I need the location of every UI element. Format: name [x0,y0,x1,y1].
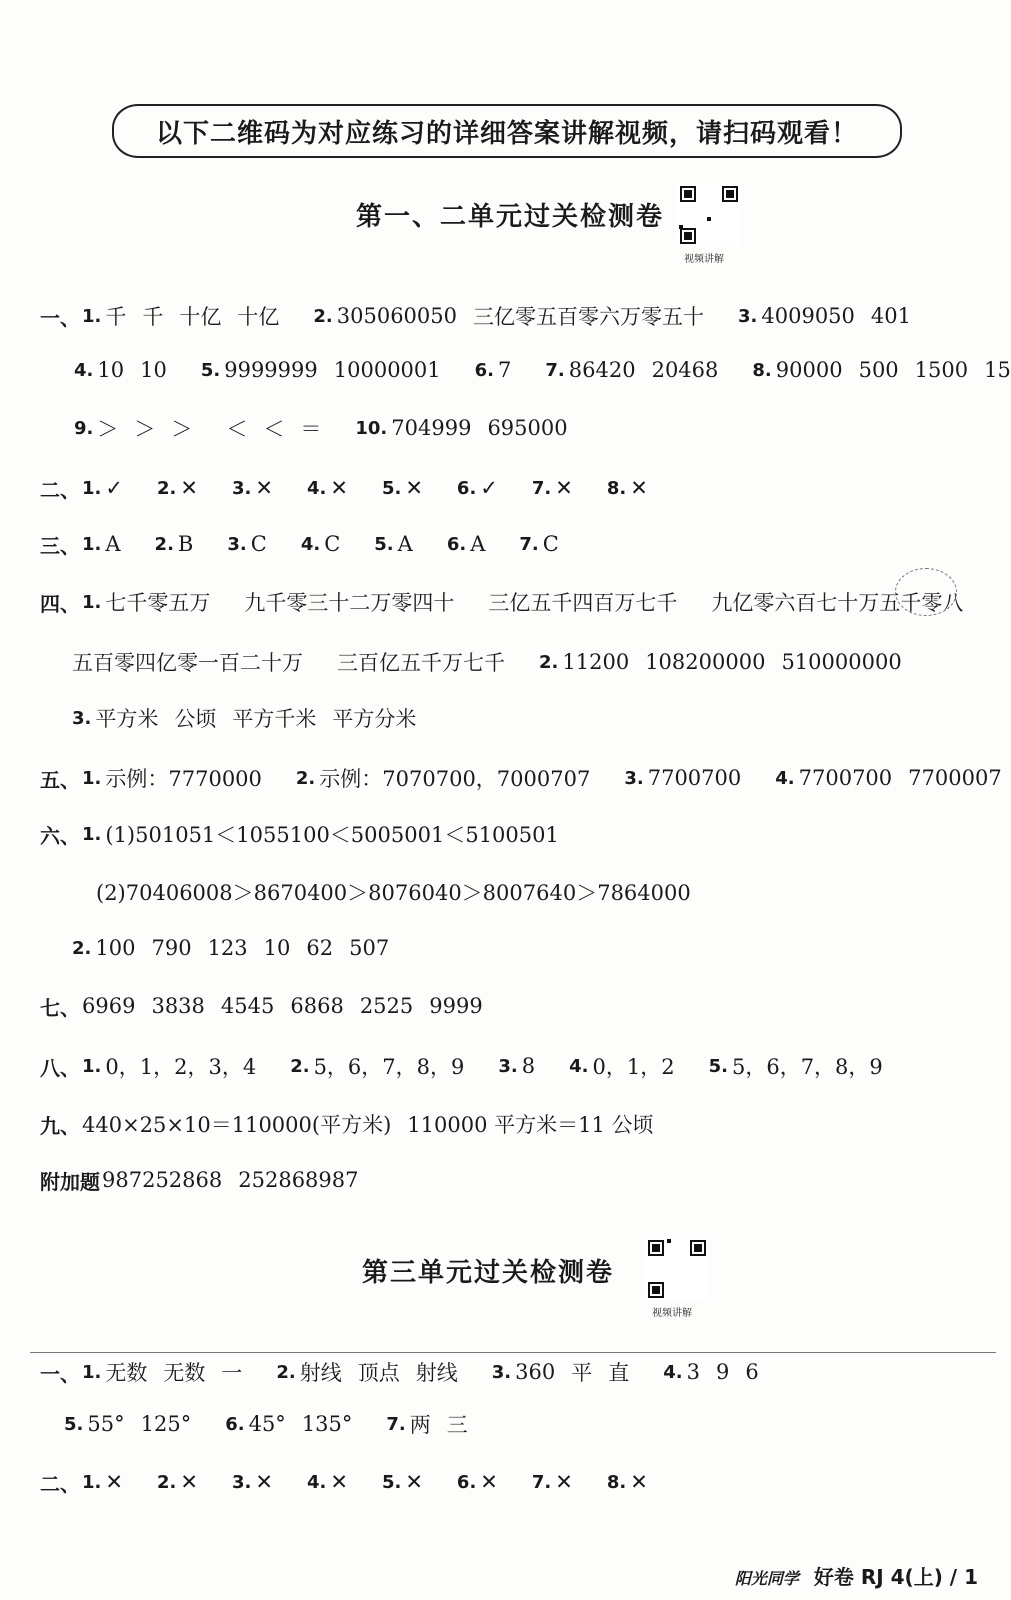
answer-text: 135° [301,1412,353,1436]
answer-text: A [470,532,486,556]
footer [735,1561,978,1590]
answer-text: A [105,532,121,556]
question-number: 2. [156,477,177,499]
answer-line [72,928,976,968]
answer-text: 6 [745,1360,759,1384]
answer-text: 两 [409,1413,431,1437]
answer-line [40,524,976,564]
answer-text: ✕ [180,1470,198,1494]
qr-caption: 视频讲解 [684,254,724,265]
question-number: 5. [200,359,221,381]
answer-text: ✕ [555,476,573,500]
section-marker: 三、 [40,533,80,558]
question-number: 4. [300,533,321,555]
answer-text: 五百零四亿零一百二十万 [72,651,303,675]
answer-line [40,758,1002,798]
answer-text: 90000 [775,358,843,382]
answer-text: 11200 [562,650,630,674]
question-number: 3. [231,1471,252,1493]
answer-text: 平方米 [95,707,159,731]
answer-line [96,872,976,912]
answer-text: 直 [608,1361,630,1385]
question-number: 6. [456,1471,477,1493]
question-number: 10. [355,417,388,439]
question-number: 8. [752,359,772,381]
answer-text: 5，6，7，8，9 [313,1055,465,1079]
question-number: 1. [82,1055,102,1077]
answer-text: 九千零三十二万零四十 [244,591,455,615]
answer-line [40,582,976,622]
answer-text: ＞ [171,417,193,441]
answer-text: 7700700 [798,766,893,790]
answer-text: 十亿 [179,305,222,329]
answer-text: 10000001 [333,358,441,382]
answer-line [40,1462,976,1502]
answer-text: 1500 [914,358,969,382]
section-marker: 附加题 [40,1169,100,1194]
question-number: 2. [313,305,333,327]
answer-text: 射线 [299,1361,342,1385]
question-number: 4. [663,1361,683,1383]
answer-text: 无数 [163,1361,206,1385]
question-number: 6. [474,359,495,381]
answer-text: ✓ [105,476,123,500]
answer-text: 10 [97,358,125,382]
question-number: 1. [82,1361,102,1383]
answer-text: 九亿零六百七十万五千零八 [711,591,964,615]
question-number: 1. [82,767,102,789]
answer-text: 6868 [290,994,344,1018]
answer-text: 0，1，2，3，4 [105,1055,257,1079]
question-number: 1. [82,305,102,327]
answer-text: (2)70406008＞8670400＞8076040＞8007640＞7864000 [96,881,691,905]
answer-text: 三 [446,1413,468,1437]
answer-text: ✕ [330,1470,348,1494]
section-marker: 九、 [40,1113,80,1138]
answer-line [40,1046,976,1086]
answer-text: 987252868 [102,1168,223,1192]
answer-text: 示例：7770000 [105,767,262,791]
answer-text: 790 [151,936,192,960]
question-number: 2. [539,651,559,673]
answer-text: B [177,532,194,556]
section-marker: 一、 [40,1361,80,1386]
answer-text: 440×25×10＝110000(平方米) [82,1113,392,1137]
answer-line [40,986,976,1026]
question-number: 4. [306,1471,327,1493]
answer-text: 123 [207,936,248,960]
answer-text: 125° [140,1412,192,1436]
question-number: 6. [225,1413,245,1435]
answer-text: ✕ [630,1470,648,1494]
question-number: 1. [82,1471,102,1493]
answer-text: 5，6，7，8，9 [731,1055,883,1079]
answer-text: ✕ [480,1470,498,1494]
answer-text: 45° [248,1412,286,1436]
answer-text: ✕ [405,476,423,500]
question-number: 7. [519,533,539,555]
answer-text: C [542,532,559,556]
answer-text: 6969 [82,994,136,1018]
answer-text: 305060050 [336,304,457,328]
section3-title: 第三单元过关检测卷 [362,1258,615,1288]
question-number: 3. [227,533,247,555]
answer-text: 10 [140,358,167,382]
question-number: 3. [498,1055,518,1077]
answer-text: 3 [686,1360,700,1384]
question-number: 1. [82,533,102,555]
answer-text: 4545 [220,994,275,1018]
section-marker: 二、 [40,1471,80,1496]
answer-text: ✕ [330,476,348,500]
question-number: 2. [290,1055,310,1077]
answer-text: 360 [515,1360,556,1384]
question-number: 2. [72,937,92,959]
section-marker: 二、 [40,477,80,502]
brand-logo: 阳光同学 [734,1569,799,1588]
question-number: 3. [738,305,758,327]
answer-text: 公顷 [174,707,217,731]
answer-text: (1)501051＜1055100＜5005001＜5100501 [105,823,559,847]
answer-text: 252868987 [238,1168,359,1192]
answer-text: 100 [95,936,136,960]
answer-text: 20468 [651,358,719,382]
question-number: 9. [74,417,94,439]
answer-text: 3838 [151,994,205,1018]
answer-text: 108200000 [645,650,766,674]
question-number: 5. [381,477,402,499]
answer-line [40,296,976,336]
stamp-icon [895,568,957,616]
answer-text: ✕ [405,1470,423,1494]
question-number: 8. [606,1471,627,1493]
answer-text: 平方分米 [332,707,417,731]
answer-text: 8 [521,1054,536,1078]
question-number: 3. [491,1361,512,1383]
answer-text: 500 [858,358,899,382]
question-number: 2. [276,1361,296,1383]
question-number: 1. [82,591,102,613]
answer-text: 9999 [429,994,483,1018]
footer-text: 好卷 RJ 4(上) / 1 [813,1565,978,1589]
qr-caption: 视频讲解 [652,1308,692,1319]
answer-text: 86420 [568,358,636,382]
answer-text: 三亿五千四百万七千 [488,591,678,615]
answer-text: ✕ [180,476,198,500]
answer-text: 平方千米 [232,707,317,731]
answer-text: ✓ [480,476,498,500]
question-number: 5. [64,1413,84,1435]
question-number: 4. [569,1055,589,1077]
answer-text: 一 [221,1361,243,1385]
answer-text: ＜ [226,417,248,441]
answer-text: 平 [571,1361,593,1385]
answer-text: 十亿 [237,305,280,329]
answer-text: 顶点 [357,1361,400,1385]
answer-text: 七千零五万 [105,591,211,615]
answer-text: 401 [870,304,911,328]
answer-text: 三亿零五百零六万零五十 [473,305,704,329]
qr-code-icon[interactable] [646,1238,708,1300]
question-number: 3. [231,477,252,499]
answer-line [40,468,976,508]
question-number: 3. [624,767,644,789]
section-marker: 八、 [40,1055,80,1080]
answer-text: ✕ [630,476,648,500]
question-number: 5. [374,533,394,555]
answer-text: ✕ [555,1470,573,1494]
answer-text: 9999999 [224,358,318,382]
answer-text: 510000000 [781,650,902,674]
answer-line [40,1352,976,1392]
question-number: 4. [306,477,327,499]
answer-text: 4009050 [761,304,855,328]
answer-text: 7 [498,358,512,382]
section-marker: 六、 [40,823,80,848]
question-number: 1. [82,477,102,499]
question-number: 2. [295,767,316,789]
question-number: 4. [74,359,94,381]
answer-line [64,1404,976,1444]
answer-text: 695000 [487,416,568,440]
section-marker: 四、 [40,591,80,616]
answer-text: ✕ [255,1470,273,1494]
answer-text: 62 [306,936,334,960]
answer-text: 110000 平方米＝11 公顷 [407,1113,654,1137]
answer-text: C [250,532,267,556]
question-number: 6. [456,477,477,499]
answer-text: 千 [105,305,127,329]
answer-text: ＞ [97,417,119,441]
answer-text: A [397,532,413,556]
answer-text: 0，1，2 [592,1055,675,1079]
answer-line [72,642,976,682]
section1-title: 第一、二单元过关检测卷 [356,202,665,232]
answer-text: 10 [263,936,291,960]
section-marker: 一、 [40,305,80,330]
answer-text: ✕ [105,1470,123,1494]
question-number: 8. [606,477,627,499]
question-number: 7. [386,1413,406,1435]
qr-code-icon[interactable] [678,184,740,246]
answer-text: ＜ [263,417,285,441]
banner: 以下二维码为对应练习的详细答案讲解视频，请扫码观看！ [112,104,902,158]
answer-text: 千 [142,305,164,329]
answer-text: 2525 [359,994,414,1018]
answer-text: ＞ [134,417,156,441]
answer-line [72,698,976,738]
answer-text: 507 [349,936,390,960]
answer-line [74,408,976,448]
question-number: 4. [775,767,795,789]
question-number: 2. [156,1471,177,1493]
answer-line [40,1104,976,1144]
answer-text: ✕ [255,476,273,500]
answer-text: C [324,532,341,556]
question-number: 2. [154,533,174,555]
answer-text: 9 [715,1360,730,1384]
answer-text: 704999 [391,416,472,440]
answer-text: ＝ [300,417,322,441]
question-number: 5. [381,1471,402,1493]
section-marker: 五、 [40,767,80,792]
question-number: 1. [82,823,102,845]
question-number: 7. [531,1471,552,1493]
answer-line [74,350,1011,390]
answer-text: 7700007 [908,766,1002,790]
answer-text: 55° [87,1412,125,1436]
section-marker: 七、 [40,995,80,1020]
question-number: 5. [708,1055,728,1077]
answer-text: 15 [984,358,1011,382]
question-number: 7. [531,477,552,499]
answer-text: 示例：7070700，7000707 [319,767,591,791]
question-number: 7. [545,359,565,381]
answer-line [40,1160,976,1200]
answer-line [40,814,976,854]
answer-text: 7700700 [647,766,742,790]
question-number: 6. [446,533,467,555]
answer-text: 射线 [415,1361,458,1385]
answer-text: 无数 [105,1361,148,1385]
question-number: 3. [72,707,92,729]
answer-text: 三百亿五千万七千 [337,651,505,675]
